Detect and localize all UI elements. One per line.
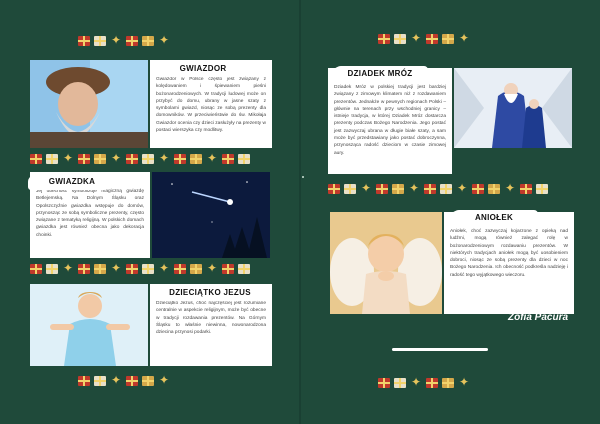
gift-icon [442,378,454,388]
star-icon: ✦ [410,31,422,45]
gift-icon [344,184,356,194]
gwiazdka-heading-brush [30,174,114,189]
star-icon: ✦ [458,375,470,389]
gift-decoration-row [378,32,470,44]
gift-icon [536,184,548,194]
gift-icon [190,154,202,164]
gift-icon [30,264,42,274]
gift-icon [378,378,390,388]
star-icon: ✦ [456,181,468,195]
aniolek-photo [330,212,442,314]
gift-icon [222,264,234,274]
aniolek-panel [444,212,574,314]
gift-icon [126,376,138,386]
star-icon: ✦ [62,151,74,165]
dzieciatko-heading-brush [154,285,266,300]
dziadek-panel [328,68,452,174]
gift-icon [142,264,154,274]
star-icon: ✦ [458,31,470,45]
star-icon: ✦ [110,373,122,387]
gift-icon [442,34,454,44]
gwiazdor-text: Gwiazdor w Polsce często jest związany z kolędowaniem i śpiewaniem pieśni bożonarodzeniowych. W tradycji ludowej może on przybyć do domu, ubrany w jasne szaty z symbolami gwiazd, niosąc ze sobą prezenty dla domowników. W przeciwieństwie do św. Mikołaja Gwiazdor ocenia czy dzieci zasłużyły na prezenty w postaci wierszyka czy modlitwy. [156,77,266,134]
star-icon: ✦ [206,151,218,165]
dzieciatko-photo [30,284,148,366]
gift-decoration-row [328,182,548,194]
gift-icon [174,154,186,164]
gift-icon [142,376,154,386]
gwiazdor-heading-brush [158,61,248,76]
gift-icon [424,184,436,194]
aniolek-heading: ANIOŁEK [474,213,514,222]
gift-icon [238,264,250,274]
dziadek-text: Dziadek Mróz w polskiej tradycji jest bardziej związany z zimowym klimatem niż z rozdawaniem prezentów. Jednakże w pewnych regionach Polski – głównie na terenach przy wschodniej granicy – istnieje tradycja, w której Dziadek Mróz dostarcza prezenty podczas Bożego Narodzenia. Jego postać jest zazwyczaj ubrana w długie białe szaty, a sam może być przedstawiany jako postać dobroczynna, przynosząca radość dzieciom w czasie zimowej aury. [334,85,446,156]
gift-icon [328,184,340,194]
gift-icon [78,376,90,386]
star-icon: ✦ [158,261,170,275]
gift-icon [94,36,106,46]
gift-decoration-row [78,374,170,386]
gwiazdka-heading: GWIAZDKA [48,177,96,186]
right-page [300,0,600,424]
star-icon: ✦ [360,181,372,195]
gift-icon [126,264,138,274]
gwiazdor-photo [30,60,148,148]
gift-icon [78,36,90,46]
star-icon: ✦ [110,33,122,47]
gift-icon [78,154,90,164]
gift-icon [376,184,388,194]
gift-icon [394,34,406,44]
gift-icon [378,34,390,44]
dziadek-heading-brush [334,66,426,81]
star-icon: ✦ [410,375,422,389]
gift-icon [126,154,138,164]
star-icon: ✦ [158,151,170,165]
gift-icon [190,264,202,274]
gwiazdka-photo [152,172,270,258]
gift-icon [394,378,406,388]
gift-icon [426,34,438,44]
dziadek-heading: DZIADEK MRÓZ [347,69,413,78]
gift-icon [440,184,452,194]
decorative-dot [302,176,304,178]
gift-icon [426,378,438,388]
gift-icon [174,264,186,274]
gift-decoration-row [378,376,470,388]
gwiazdka-text: Jej obecność symbolizuje magiczną gwiazdę Betlejemską. Na Dolnym Śląsku oraz Opolszczyźnie gwiazdka wstępuje do domów, przynosząc ze sobą symboliczne prezenty, często związane z tematyką religijną. W polskich domach gwiazdka jest również obecna jako dekoracja choinki. [36,189,144,238]
gift-icon [472,184,484,194]
dzieciatko-text: Dzieciątko Jezus, choć najczęściej jest rozumiane centralnie w aspekcie religijnym, może być obecne w tradycji rozdawania prezentów. Na Górnym Śląsku to właśnie niewinna, nowonarodzona dziecina przynosi podarki. [156,301,266,336]
gift-icon [46,154,58,164]
star-icon: ✦ [110,261,122,275]
dzieciatko-heading: DZIECIĄTKO JEZUS [169,288,251,297]
gift-icon [238,154,250,164]
gift-icon [30,154,42,164]
decorative-line [392,348,488,351]
gift-decoration-row [30,152,250,164]
gift-icon [94,376,106,386]
gift-icon [142,36,154,46]
gift-icon [222,154,234,164]
star-icon: ✦ [206,261,218,275]
aniolek-heading-brush [452,210,536,225]
gift-icon [488,184,500,194]
gift-decoration-row [30,262,250,274]
star-icon: ✦ [408,181,420,195]
dziadek-photo [454,68,572,148]
gift-icon [78,264,90,274]
gift-icon [392,184,404,194]
gwiazdor-heading: GWIAZDOR [179,64,227,73]
gift-icon [142,154,154,164]
star-icon: ✦ [158,373,170,387]
star-icon: ✦ [62,261,74,275]
gift-decoration-row [78,34,170,46]
gift-icon [520,184,532,194]
star-icon: ✦ [504,181,516,195]
star-icon: ✦ [110,151,122,165]
gift-icon [126,36,138,46]
author-signature: Zofia Pacura [508,312,569,323]
gift-icon [46,264,58,274]
gift-icon [94,264,106,274]
aniolek-text: Aniołek, choć zazwyczaj kojarzone z opieką nad ludźmi, mogą również zalegać rolę w bożonarodzeniowym rozdawaniu prezentów. W niektórych tradycjach aniołek mogą być uosobieniem dobroci, niosąc ze sobą prezenty dla dzieci w noc Bożego Narodzenia. Ich obecność podkreśla nadzieję i radość tego wyjątkowego wieczoru. [450,229,568,278]
gift-icon [94,154,106,164]
star-icon: ✦ [158,33,170,47]
